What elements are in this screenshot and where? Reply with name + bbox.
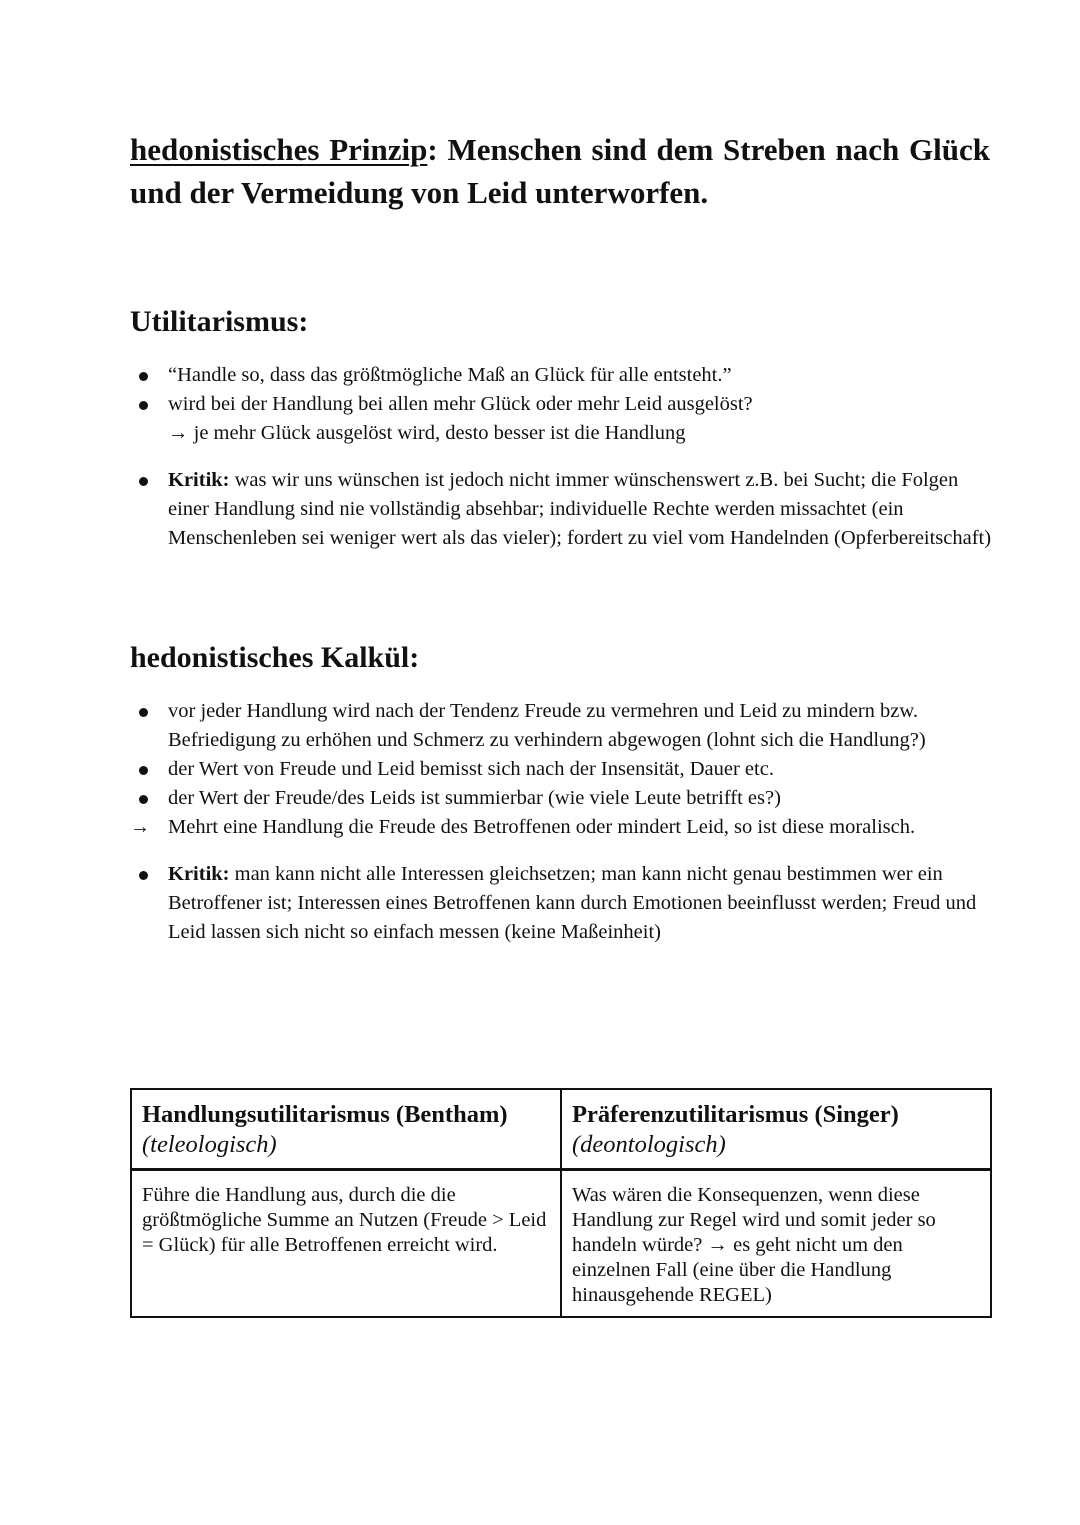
principle-text: Menschen sind dem Streben nach Glück und der Vermeidung von Leid unterworfen.	[130, 132, 990, 210]
utilitarismus-list	[130, 361, 992, 553]
kritik-label: Kritik:	[168, 863, 230, 885]
list-item-text: der Wert der Freude/des Leids ist summierbar (wie viele Leute betrifft es?)	[168, 787, 781, 809]
principle-colon: :	[427, 132, 438, 167]
list-item	[130, 755, 992, 784]
utilitarismus-heading: Utilitarismus:	[130, 305, 309, 338]
list-item-text: vor jeder Handlung wird nach der Tendenz Freude zu vermehren und Leid zu mindern bzw. Befriedigung zu erhöhen und Schmerz zu verhindern abgewogen (lohnt sich die Handlung?)	[168, 700, 926, 751]
kritik-text: was wir uns wünschen ist jedoch nicht immer wünschenswert z.B. bei Sucht; die Folgen einer Handlung sind nie vollständig absehbar; individuelle Rechte werden missachtet (ein Menschenleben sei weniger wert als das vieler); fordert zu viel vom Handelnden (Opferbereitschaft)	[168, 469, 992, 549]
kritik-item	[130, 466, 992, 553]
list-item-text: der Wert von Freude und Leid bemisst sich nach der Insensität, Dauer etc.	[168, 758, 774, 780]
table-header-cell-right	[561, 1089, 991, 1170]
table-header-cell-left	[131, 1089, 561, 1170]
list-item-text: wird bei der Handlung bei allen mehr Glück oder mehr Leid ausgelöst?	[168, 393, 753, 415]
kritik-item	[130, 860, 992, 947]
table-row	[131, 1170, 991, 1318]
principle-term: hedonistisches Prinzip	[130, 132, 428, 167]
kalkuel-list	[130, 697, 992, 947]
kalkuel-heading: hedonistisches Kalkül:	[130, 641, 420, 674]
list-item-text: Mehrt eine Handlung die Freude des Betroffenen oder mindert Leid, so ist diese moralisch.	[168, 816, 916, 838]
left-column-title: Handlungsutilitarismus (Bentham)	[142, 1101, 508, 1128]
kritik-label: Kritik:	[168, 469, 230, 491]
list-spacer	[130, 448, 992, 466]
list-item	[130, 813, 992, 842]
arrow-icon: →	[130, 816, 150, 838]
list-item	[130, 784, 992, 813]
list-spacer	[130, 842, 992, 860]
left-column-subtitle: (teleologisch)	[142, 1131, 277, 1158]
right-column-body: Was wären die Konsequenzen, wenn diese Handlung zur Regel wird und somit jeder so handeln würde? → es geht nicht um den einzelnen Fall (eine über die Handlung hinausgehende REGEL)	[561, 1170, 991, 1318]
comparison-table	[130, 1088, 992, 1318]
right-column-subtitle: (deontologisch)	[572, 1131, 726, 1158]
kritik-text: man kann nicht alle Interessen gleichsetzen; man kann nicht genau bestimmen wer ein Betroffener ist; Interessen eines Betroffenen kann durch Emotionen beeinflusst werden; Freud und Leid lassen sich nicht so einfach messen (keine Maßeinheit)	[168, 863, 977, 943]
arrow-conclusion: → je mehr Glück ausgelöst wird, desto besser ist die Handlung	[168, 422, 686, 444]
list-item-text: “Handle so, dass das größtmögliche Maß an Glück für alle entsteht.”	[168, 364, 732, 386]
list-item	[130, 390, 992, 448]
principle-paragraph	[130, 128, 990, 214]
list-item	[130, 697, 992, 755]
table-header-row	[131, 1089, 991, 1170]
left-column-body: Führe die Handlung aus, durch die die größtmögliche Summe an Nutzen (Freude > Leid = Glück) für alle Betroffenen erreicht wird.	[131, 1170, 561, 1318]
list-item	[130, 361, 992, 390]
right-column-title: Präferenzutilitarismus (Singer)	[572, 1101, 899, 1128]
